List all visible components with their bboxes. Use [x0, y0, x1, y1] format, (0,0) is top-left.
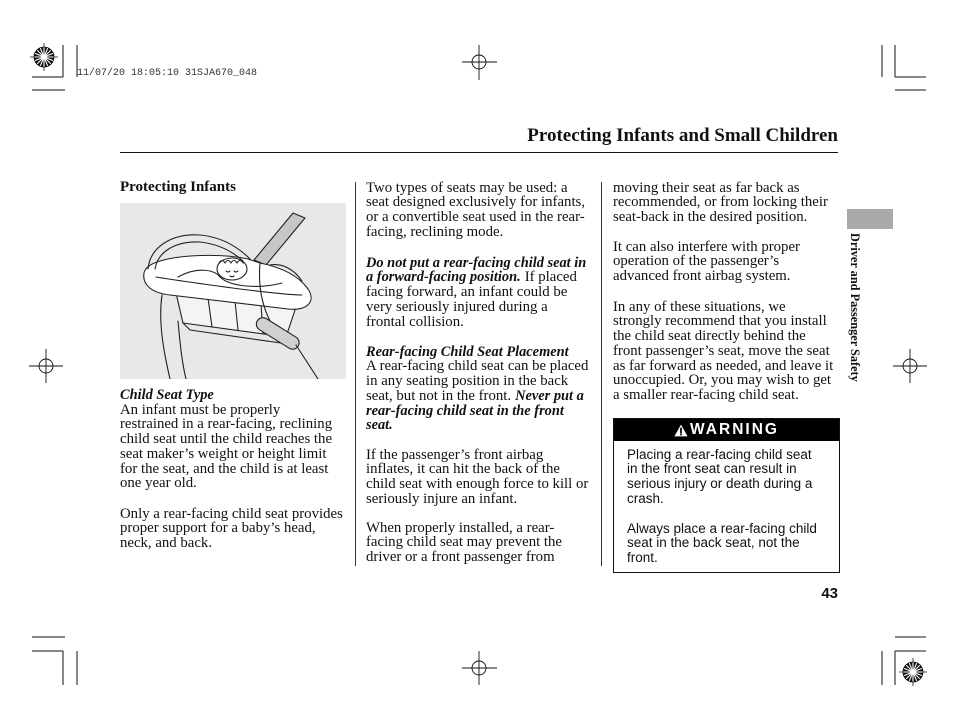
illustration-seat-edge [178, 321, 186, 379]
registration-crosshair-top [462, 45, 497, 80]
paragraph-line: crash. [627, 490, 664, 506]
emphasis-text: Do not put a rear-facing child seat in [366, 254, 587, 271]
moving-seat-paragraph [613, 181, 828, 225]
paragraph-line: It can also interfere with proper [613, 238, 800, 255]
paragraph-line: If the passenger’s front airbag [366, 446, 544, 463]
title-rule [120, 152, 838, 153]
airbag-paragraph [366, 448, 588, 507]
subheading: Child Seat Type [120, 386, 214, 403]
body-text: seat, but not in the front. [366, 387, 512, 404]
paragraph-line: Only a rear-facing child seat provides [120, 505, 343, 522]
warning-header [614, 419, 839, 441]
column-divider [601, 182, 602, 566]
body-text: If placed [524, 269, 577, 286]
paragraph-line: in the front seat can result in [627, 461, 797, 477]
paragraph-line: for the seat, and the child is at least [120, 460, 329, 477]
paragraph-line: When properly installed, a rear- [366, 519, 555, 536]
paragraph-line: as far forward as needed, and leave it [613, 357, 834, 374]
paragraph-line: the child seat directly behind the [613, 328, 806, 344]
section-tab [847, 209, 893, 229]
paragraph-line: seat. [366, 417, 393, 434]
paragraph-line: An infant must be properly [120, 401, 281, 418]
paragraph-line: front passenger’s seat, move the seat [613, 342, 830, 359]
paragraph-line: proper support for a baby’s head, [120, 520, 316, 537]
child-seat-type-paragraph [120, 403, 332, 492]
warning-paragraph [627, 522, 817, 566]
paragraph-line: neck, and back. [120, 535, 213, 551]
section-tab-label: Driver and Passenger Safety [848, 233, 862, 382]
emphasis-text: a forward-facing position. [366, 269, 521, 286]
paragraph-line: seriously injure an infant. [366, 490, 518, 507]
paragraph-line: very seriously injured during a [366, 298, 548, 315]
paragraph-line: In any of these situations, we [613, 298, 786, 315]
paragraph-line: driver or a front passenger from [366, 549, 555, 565]
installed-paragraph [366, 521, 562, 565]
paragraph-line: seat maker’s weight or height limit [120, 445, 327, 462]
paragraph-line: Two types of seats may be used: a [366, 179, 568, 196]
registration-target-bottom-right [899, 658, 927, 686]
page-title: Protecting Infants and Small Children [527, 125, 838, 146]
illustration-seat-belt [254, 213, 305, 265]
seat-types-paragraph [366, 181, 585, 240]
warning-box [613, 418, 840, 573]
paragraph-line: child seat until the child reaches the [120, 431, 333, 447]
warning-paragraph [627, 448, 812, 507]
paragraph-line: operation of the passenger’s [613, 253, 780, 270]
paragraph-line: front. [627, 550, 658, 565]
warning-triangle-icon [674, 424, 688, 437]
emphasis-text: Never put a [515, 387, 584, 404]
registration-crosshair-bottom [462, 651, 497, 685]
forward-facing-paragraph [366, 256, 586, 330]
paragraph-line: or a convertible seat used in the rear- [366, 209, 585, 225]
page-number: 43 [821, 585, 838, 602]
support-paragraph [120, 507, 343, 551]
registration-target-top-left [30, 43, 58, 71]
recommendation-paragraph [613, 300, 833, 403]
paragraph-line: serious injury or death during a [627, 476, 813, 491]
paragraph-line: strongly recommend that you install [613, 313, 827, 330]
paragraph-line [366, 389, 588, 404]
paragraph-line: in any seating position in the back [366, 373, 569, 389]
paragraph-line: frontal collision. [366, 313, 464, 330]
warning-label: WARNING [690, 421, 779, 438]
paragraph-line: A rear-facing child seat can be placed [366, 358, 589, 375]
paragraph-line: unoccupied. Or, you may wish to get [613, 372, 832, 389]
paragraph-line: seat in the back seat, not the [627, 535, 800, 551]
paragraph-line: rear-facing child seat in the front [366, 402, 564, 419]
paragraph-line: one year old. [120, 475, 197, 492]
placement-section [366, 345, 588, 434]
paragraph-line: a smaller rear-facing child seat. [613, 387, 799, 403]
paragraph-line: seat-back in the desired position. [613, 209, 808, 225]
paragraph-line: seat designed exclusively for infants, [366, 194, 586, 211]
paragraph-line: Placing a rear-facing child seat [627, 446, 812, 462]
paragraph-line: inflates, it can hit the back of the [366, 461, 560, 478]
section-heading: Protecting Infants [120, 179, 236, 195]
column-divider [355, 182, 356, 566]
paragraph-line: facing, reclining mode. [366, 223, 504, 240]
illustration-buckle-strap [296, 345, 318, 379]
registration-crosshair-left [29, 349, 63, 383]
paragraph-line: advanced front airbag system. [613, 268, 791, 284]
subheading: Rear-facing Child Seat Placement [366, 343, 569, 360]
paragraph-line: moving their seat as far back as [613, 179, 800, 196]
illustration-drawing [120, 203, 346, 379]
paragraph-line: facing forward, an infant could be [366, 284, 568, 300]
child-seat-illustration [120, 203, 346, 379]
print-job-stamp: 11/07/20 18:05:10 31SJA670_048 [77, 68, 258, 79]
paragraph-line [366, 270, 586, 285]
registration-crosshair-right [893, 349, 927, 383]
paragraph-line: recommended, or from locking their [613, 194, 828, 211]
paragraph-line: child seat with enough force to kill or [366, 476, 589, 492]
paragraph-line: restrained in a rear-facing, reclining [120, 416, 333, 433]
paragraph-line [366, 256, 586, 271]
interfere-paragraph [613, 240, 800, 284]
paragraph-line: facing child seat may prevent the [366, 534, 562, 551]
paragraph-line: Always place a rear-facing child [627, 520, 817, 536]
illustration-seat-edge [161, 295, 170, 379]
